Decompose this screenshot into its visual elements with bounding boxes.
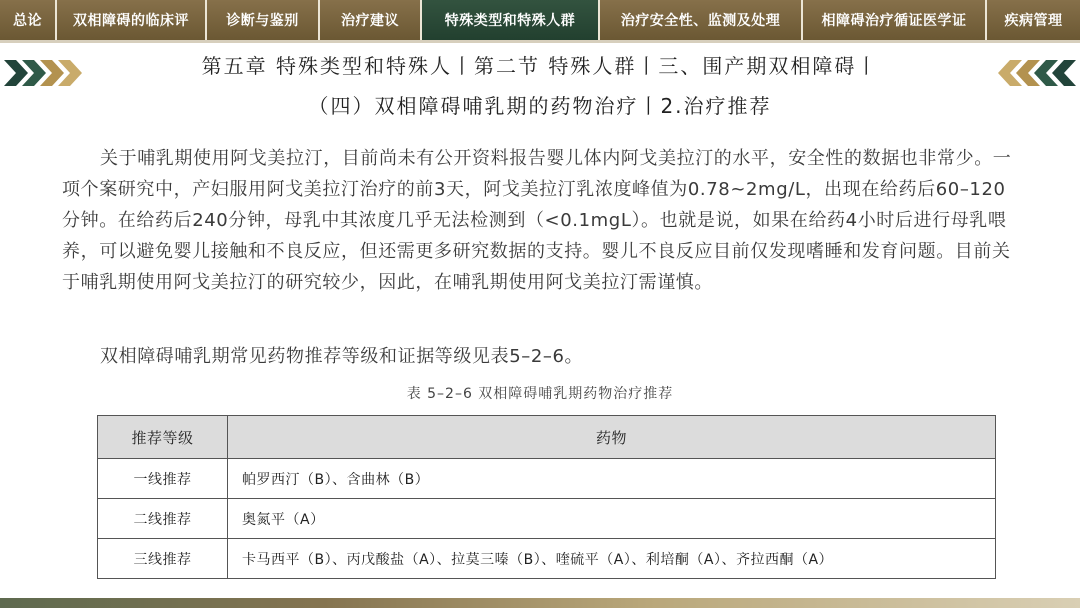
- drug-cell: 奥氮平（A）: [228, 499, 996, 539]
- tab-diagnosis[interactable]: 诊断与鉴别: [207, 0, 320, 40]
- section-title-line-1: 第五章 特殊类型和特殊人丨第二节 特殊人群丨三、围产期双相障碍丨: [201, 54, 879, 78]
- tab-evidence-based[interactable]: 相障碍治疗循证医学证: [803, 0, 987, 40]
- drug-cell: 帕罗西汀（B）、含曲林（B）: [228, 459, 996, 499]
- table-row: [98, 499, 996, 539]
- body-paragraph-2: 双相障碍哺乳期常见药物推荐等级和证据等级见表5–2–6。: [100, 346, 584, 367]
- header-recommendation-level: 推荐等级: [98, 416, 228, 459]
- tab-clinical-assessment[interactable]: 双相障碍的临床评: [57, 0, 207, 40]
- body-paragraph-1: 关于哺乳期使用阿戈美拉汀，目前尚未有公开资料报告婴儿体内阿戈美拉汀的水平，安全性的数据也非常少。一项个案研究中，产妇服用阿戈美拉汀治疗的前3天，阿戈美拉汀乳浓度峰值为0.78~2mg/L，出现在给药后60–120分钟。在给药后240分钟，母乳中其浓度几乎无法检测到（<0.1mgL）。也就是说，如果在给药4小时后进行母乳喂养，可以避免婴儿接触和不良反应，但还需更多研究数据的支持。婴儿不良反应目前仅发现嗜睡和发育问题。目前关于哺乳期使用阿戈美拉汀的研究较少，因此，在哺乳期使用阿戈美拉汀需谨慎。: [62, 148, 1012, 293]
- top-nav-bar: [0, 0, 1080, 40]
- table-row: [98, 459, 996, 499]
- table-row: [98, 539, 996, 579]
- nav-divider: [0, 40, 1080, 43]
- level-cell: 二线推荐: [98, 499, 228, 539]
- header-drug: 药物: [228, 416, 996, 459]
- tab-overview[interactable]: 总论: [0, 0, 57, 40]
- level-cell: 三线推荐: [98, 539, 228, 579]
- tab-special-populations[interactable]: 特殊类型和特殊人群: [422, 0, 600, 40]
- recommendation-table: [97, 415, 996, 579]
- level-cell: 一线推荐: [98, 459, 228, 499]
- drug-cell: 卡马西平（B）、丙戊酸盐（A）、拉莫三嗪（B）、喹硫平（A）、利培酮（A）、齐拉西酮（A）: [228, 539, 996, 579]
- tab-treatment[interactable]: 治疗建议: [320, 0, 422, 40]
- tab-disease-management[interactable]: 疾病管理: [987, 0, 1080, 40]
- section-title-line-2: （四）双相障碍哺乳期的药物治疗丨2.治疗推荐: [308, 94, 772, 118]
- table-header-row: [98, 416, 996, 459]
- bottom-decorative-bar: [0, 598, 1080, 608]
- table-caption: 表 5–2–6 双相障碍哺乳期药物治疗推荐: [406, 386, 674, 402]
- tab-treatment-safety[interactable]: 治疗安全性、监测及处理: [600, 0, 803, 40]
